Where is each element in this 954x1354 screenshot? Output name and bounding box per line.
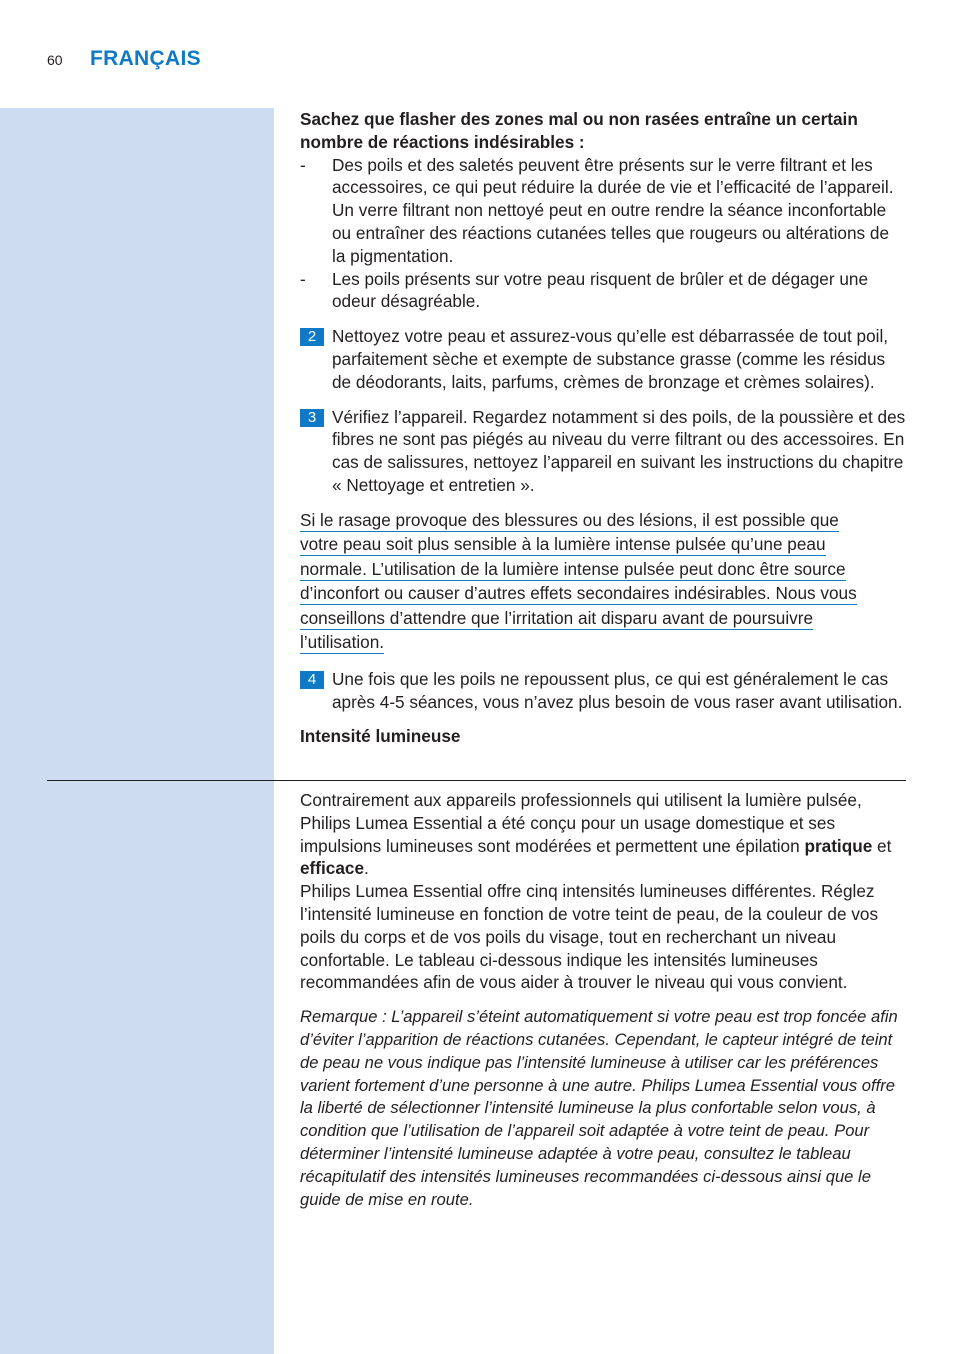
step-number-badge: 3 — [300, 409, 324, 427]
notice-line: normale. L’utilisation de la lumière intense pulsée peut donc être source — [300, 558, 846, 579]
warning-title: Sachez que flasher des zones mal ou non rasées entraîne un certain nombre de réactions indésirables : — [300, 109, 858, 152]
warning-item-text: Les poils présents sur votre peau risquent de brûler et de dégager une odeur désagréable. — [332, 268, 869, 312]
step-4 — [300, 668, 906, 714]
section-body — [300, 789, 906, 1211]
intro-text-end: . — [364, 858, 369, 879]
intro-text-mid: et — [872, 835, 892, 856]
notice-line: Si le rasage provoque des blessures ou des lésions, il est possible que — [300, 509, 839, 530]
intro-text: Contrairement aux appareils professionnels qui utilisent la lumière pulsée, Philips Lumea Essential a été conçu pour un usage domestique et ses impulsions lumineuses sont modérées et permettent une épilation — [300, 790, 862, 856]
dash-marker: - — [300, 268, 306, 289]
step-number-badge: 4 — [300, 671, 324, 689]
step-3 — [300, 406, 906, 497]
section-divider — [47, 780, 906, 781]
intro-bold-pratique: pratique — [804, 835, 873, 856]
notice-line: l’utilisation. — [300, 632, 385, 653]
left-sidebar-band — [0, 108, 274, 1354]
warning-list — [300, 154, 906, 314]
step-text: Nettoyez votre peau et assurez-vous qu’elle est débarrassée de tout poil, parfaitement sèche et exempte de substance grasse (comme les résidus de déodorants, laits, parfums, crèmes de bronzage et crèmes solaires). — [332, 326, 889, 392]
intro-bold-efficace: efficace — [300, 858, 365, 879]
notice-line: votre peau soit plus sensible à la lumière intense pulsée qu’une peau — [300, 534, 826, 555]
step-number-badge: 2 — [300, 328, 324, 346]
main-content — [300, 108, 906, 748]
warning-item-text: Des poils et des saletés peuvent être présents sur le verre filtrant et les accessoires, ce qui peut réduire la durée de vie et l’efficacité de l’appareil. Un verre filtrant non nettoyé peut en outre rendre la séance inconfortable ou entraîner des réactions cutanées telles que rougeurs ou altérations de la pigmentation. — [332, 154, 894, 266]
warning-item — [300, 268, 906, 314]
section-title: Intensité lumineuse — [300, 726, 461, 747]
page-number: 60 — [47, 52, 63, 68]
intro-paragraph — [300, 789, 906, 880]
intensity-paragraph: Philips Lumea Essential offre cinq intensités lumineuses différentes. Réglez l’intensité lumineuse en fonction de votre teint de peau, de la couleur de vos poils du corps et de vos poils du visage, tout en recherchant un niveau confortable. Le tableau ci-dessous indique les intensités lumineuses recommandées afin de vous aider à trouver le niveau qui vous convient. — [300, 881, 879, 993]
notice-line: conseillons d’attendre que l’irritation ait disparu avant de poursuivre — [300, 607, 814, 628]
step-text: Vérifiez l’appareil. Regardez notamment si des poils, de la poussière et des fibres ne sont pas piégés au niveau du verre filtrant ou des accessoires. En cas de salissures, nettoyez l’appareil en suivant les instructions du chapitre « Nettoyage et entretien ». — [332, 406, 906, 495]
step-text: Une fois que les poils ne repoussent plus, ce qui est généralement le cas après 4-5 séances, vous n’avez plus besoin de vous raser avant utilisation. — [332, 668, 903, 712]
note-paragraph: Remarque : L’appareil s’éteint automatiquement si votre peau est trop foncée afin d’éviter l’apparition de réactions cutanées. Cependant, le capteur intégré de teint de peau ne vous indique pas l’intensité lumineuse à utiliser car les préférences varient fortement d’une personne à une autre. Philips Lumea Essential vous offre la liberté de sélectionner l’intensité lumineuse la plus confortable selon vous, à condition que l’utilisation de l’appareil soit adaptée à votre teint de peau. Pour déterminer l’intensité lumineuse adaptée à votre peau, consultez le tableau récapitulatif des intensités lumineuses recommandées ci-dessous ainsi que le guide de mise en route. — [300, 1007, 898, 1209]
warning-item — [300, 154, 906, 268]
highlighted-notice — [300, 509, 906, 656]
dash-marker: - — [300, 154, 306, 175]
notice-line: d’inconfort ou causer d’autres effets secondaires indésirables. Nous vous — [300, 583, 857, 604]
language-heading: FRANÇAIS — [90, 47, 201, 70]
step-2 — [300, 325, 906, 393]
